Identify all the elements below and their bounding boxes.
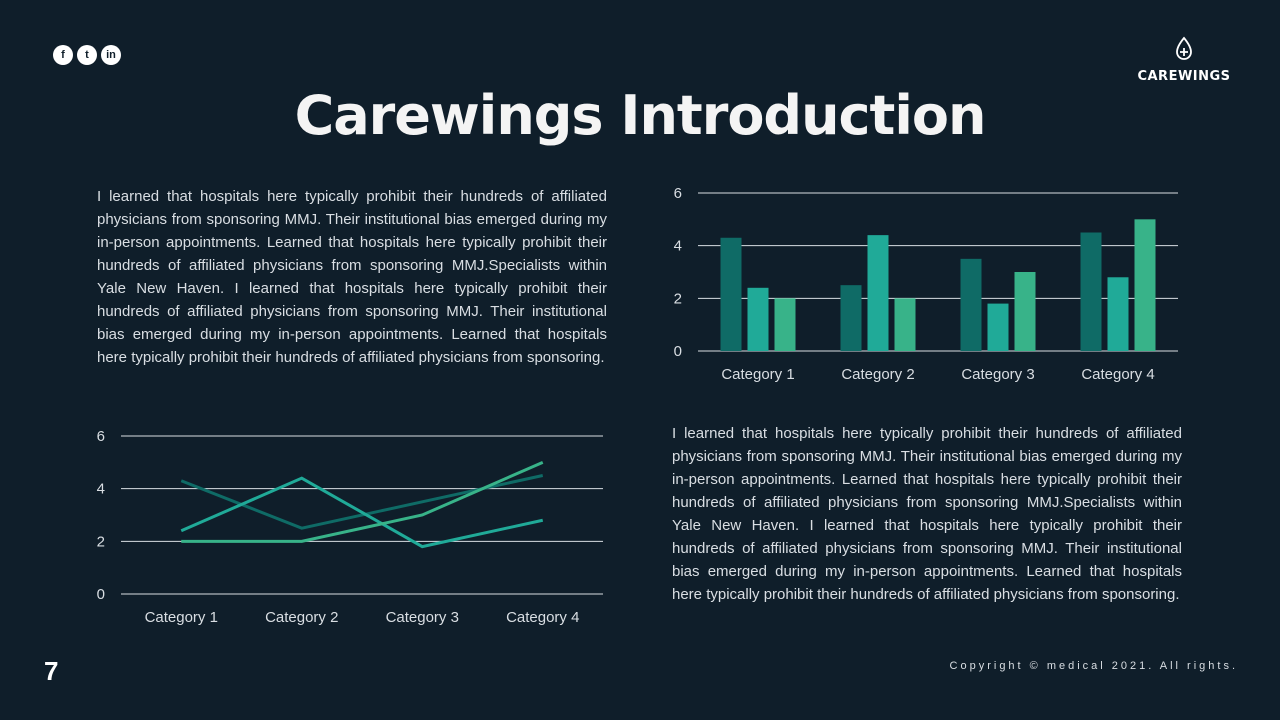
x-tick-label: Category 4 xyxy=(1081,366,1155,383)
twitter-icon[interactable]: t xyxy=(77,45,97,65)
y-tick-label: 4 xyxy=(673,237,682,255)
page-number: 7 xyxy=(44,656,59,686)
bar xyxy=(1108,277,1129,351)
bar xyxy=(1015,272,1036,351)
y-tick-label: 2 xyxy=(96,533,105,551)
bar xyxy=(961,259,982,351)
page-title: Carewings Introduction xyxy=(294,84,986,147)
x-tick-label: Category 3 xyxy=(961,366,1035,383)
x-tick-label: Category 4 xyxy=(506,609,580,626)
social-links xyxy=(53,45,121,65)
y-tick-label: 2 xyxy=(673,290,682,308)
y-tick-label: 0 xyxy=(96,586,105,603)
linkedin-icon[interactable]: in xyxy=(101,45,121,65)
x-tick-label: Category 3 xyxy=(385,609,459,626)
carewings-logo-icon xyxy=(1171,36,1197,62)
line-chart xyxy=(85,422,625,647)
bar xyxy=(841,285,862,351)
x-tick-label: Category 1 xyxy=(721,366,795,383)
bar xyxy=(748,288,769,351)
brand-name: CAREWINGS xyxy=(1137,69,1231,84)
series-line xyxy=(181,476,543,529)
bar xyxy=(1135,219,1156,351)
bar xyxy=(721,238,742,351)
brand xyxy=(1134,36,1234,84)
paragraph-right: I learned that hospitals here typically prohibit their hundreds of affiliated physicians from sponsoring MMJ. Their institutional bias emerged during my in-person appointments. Learned that hospitals here typically prohibit their hundreds of affiliated physicians from sponsoring MMJ.Specialists within Yale New Haven. I learned that hospitals here typically prohibit their hundreds of affiliated physicians from sponsoring MMJ. Their institutional bias emerged during my in-person appointments. Learned that hospitals here typically prohibit their hundreds of affiliated physicians from sponsoring. xyxy=(672,425,1182,603)
y-tick-label: 0 xyxy=(673,343,682,360)
y-tick-label: 4 xyxy=(96,480,105,498)
paragraph-left: I learned that hospitals here typically prohibit their hundreds of affiliated physicians from sponsoring MMJ. Their institutional bias emerged during my in-person appointments. Learned that hospitals here typically prohibit their hundreds of affiliated physicians from sponsoring MMJ.Specialists within Yale New Haven. I learned that hospitals here typically prohibit their hundreds of affiliated physicians from sponsoring MMJ. Their institutional bias emerged during my in-person appointments. Learned that hospitals here typically prohibit their hundreds of affiliated physicians from sponsoring. xyxy=(97,188,607,366)
bar xyxy=(775,298,796,351)
y-tick-label: 6 xyxy=(96,428,105,445)
bar xyxy=(895,298,916,351)
bar-chart xyxy=(660,178,1200,403)
bar xyxy=(868,235,889,351)
bar xyxy=(988,304,1009,351)
copyright: Copyright © medical 2021. All rights. xyxy=(949,660,1238,672)
y-tick-label: 6 xyxy=(673,185,682,202)
facebook-icon[interactable]: f xyxy=(53,45,73,65)
x-tick-label: Category 2 xyxy=(265,609,339,626)
x-tick-label: Category 1 xyxy=(144,609,218,626)
x-tick-label: Category 2 xyxy=(841,366,915,383)
bar xyxy=(1081,233,1102,352)
